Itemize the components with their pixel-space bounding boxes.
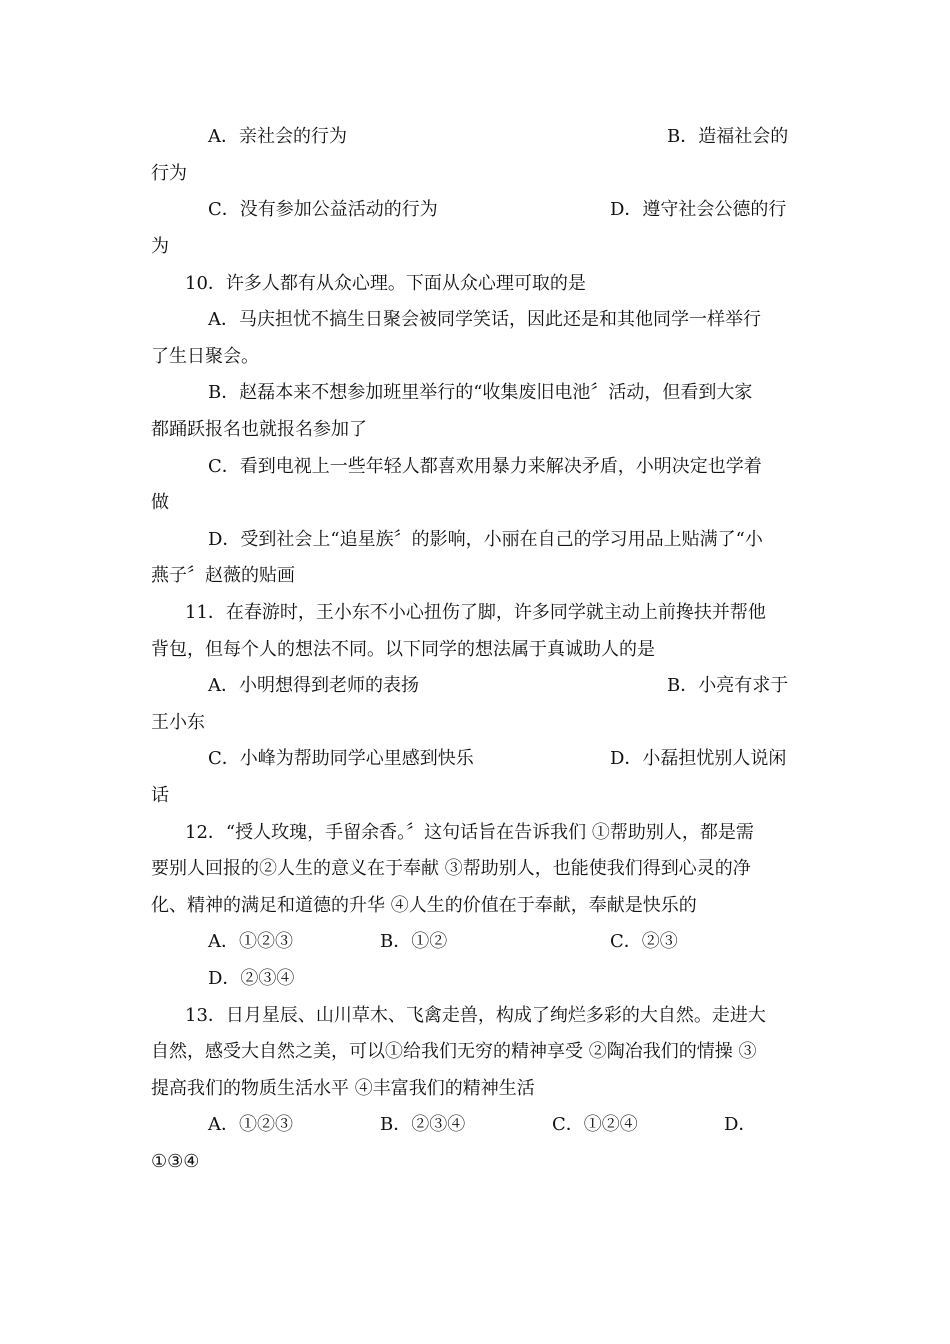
q11-option-b: B．小亮有求于 xyxy=(667,675,789,696)
q11-option-d: D．小磊担忧别人说闲 xyxy=(610,748,787,769)
q11-stem: 11．在春游时，王小东不小心扭伤了脚，许多同学就主动上前搀扶并帮他 xyxy=(185,602,766,623)
q13-option-a: A．①②③ xyxy=(208,1114,293,1135)
q10-option-b-continued: 都踊跃报名也就报名参加了 xyxy=(151,419,367,440)
q10-option-a: A．马庆担忧不搞生日聚会被同学笑话，因此还是和其他同学一样举行 xyxy=(208,309,761,330)
q10-option-b: B．赵磊本来不想参加班里举行的“收集废旧电池〞活动，但看到大家 xyxy=(208,382,753,403)
q13-stem-continued-2: 提高我们的物质生活水平 ④丰富我们的精神生活 xyxy=(151,1078,535,1099)
q13-option-b: B．②③④ xyxy=(380,1114,466,1135)
q10-option-a-continued: 了生日聚会。 xyxy=(151,346,259,367)
q9-option-d: D．遵守社会公德的行 xyxy=(610,199,787,220)
q12-stem-continued-2: 化、精神的满足和道德的升华 ④人生的价值在于奉献，奉献是快乐的 xyxy=(151,895,697,916)
q10-option-d: D．受到社会上“追星族〞的影响，小丽在自己的学习用品上贴满了“小 xyxy=(208,529,763,550)
q10-option-c-continued: 做 xyxy=(151,492,169,513)
q9-option-b-continued: 行为 xyxy=(151,163,187,184)
q12-option-a: A．①②③ xyxy=(208,931,293,952)
q11-option-a: A．小明想得到老师的表扬 xyxy=(208,675,419,696)
q9-option-c: C．没有参加公益活动的行为 xyxy=(208,199,438,220)
q10-option-d-continued: 燕子〞赵薇的贴画 xyxy=(151,565,295,586)
q13-option-d: D． xyxy=(724,1114,757,1135)
q11-option-d-continued: 话 xyxy=(151,785,169,806)
q10-stem: 10．许多人都有从众心理。下面从众心理可取的是 xyxy=(185,273,586,294)
q9-option-d-continued: 为 xyxy=(151,236,169,257)
q12-option-d: D．②③④ xyxy=(208,968,295,989)
q11-option-c: C．小峰为帮助同学心里感到快乐 xyxy=(208,748,474,769)
q11-option-b-continued: 王小东 xyxy=(151,712,205,733)
q13-option-c: C．①②④ xyxy=(552,1114,638,1135)
q13-stem: 13．日月星辰、山川草木、飞禽走兽，构成了绚烂多彩的大自然。走进大 xyxy=(185,1005,766,1026)
q12-option-c: C．②③ xyxy=(610,931,678,952)
q11-stem-continued: 背包，但每个人的想法不同。以下同学的想法属于真诚助人的是 xyxy=(151,639,655,660)
q13-option-d-continued: ①③④ xyxy=(151,1151,200,1172)
q12-stem-continued-1: 要别人回报的②人生的意义在于奉献 ③帮助别人，也能使我们得到心灵的净 xyxy=(151,858,751,879)
q12-option-b: B．①② xyxy=(380,931,448,952)
q10-option-c: C．看到电视上一些年轻人都喜欢用暴力来解决矛盾，小明决定也学着 xyxy=(208,456,762,477)
q13-stem-continued-1: 自然，感受大自然之美，可以①给我们无穷的精神享受 ②陶冶我们的情操 ③ xyxy=(151,1041,757,1062)
q12-stem: 12．“授人玫瑰，手留余香。〞这句话旨在告诉我们 ①帮助别人，都是需 xyxy=(185,822,754,843)
q9-option-a: A．亲社会的行为 xyxy=(208,126,347,147)
q9-option-b: B．造福社会的 xyxy=(667,126,789,147)
